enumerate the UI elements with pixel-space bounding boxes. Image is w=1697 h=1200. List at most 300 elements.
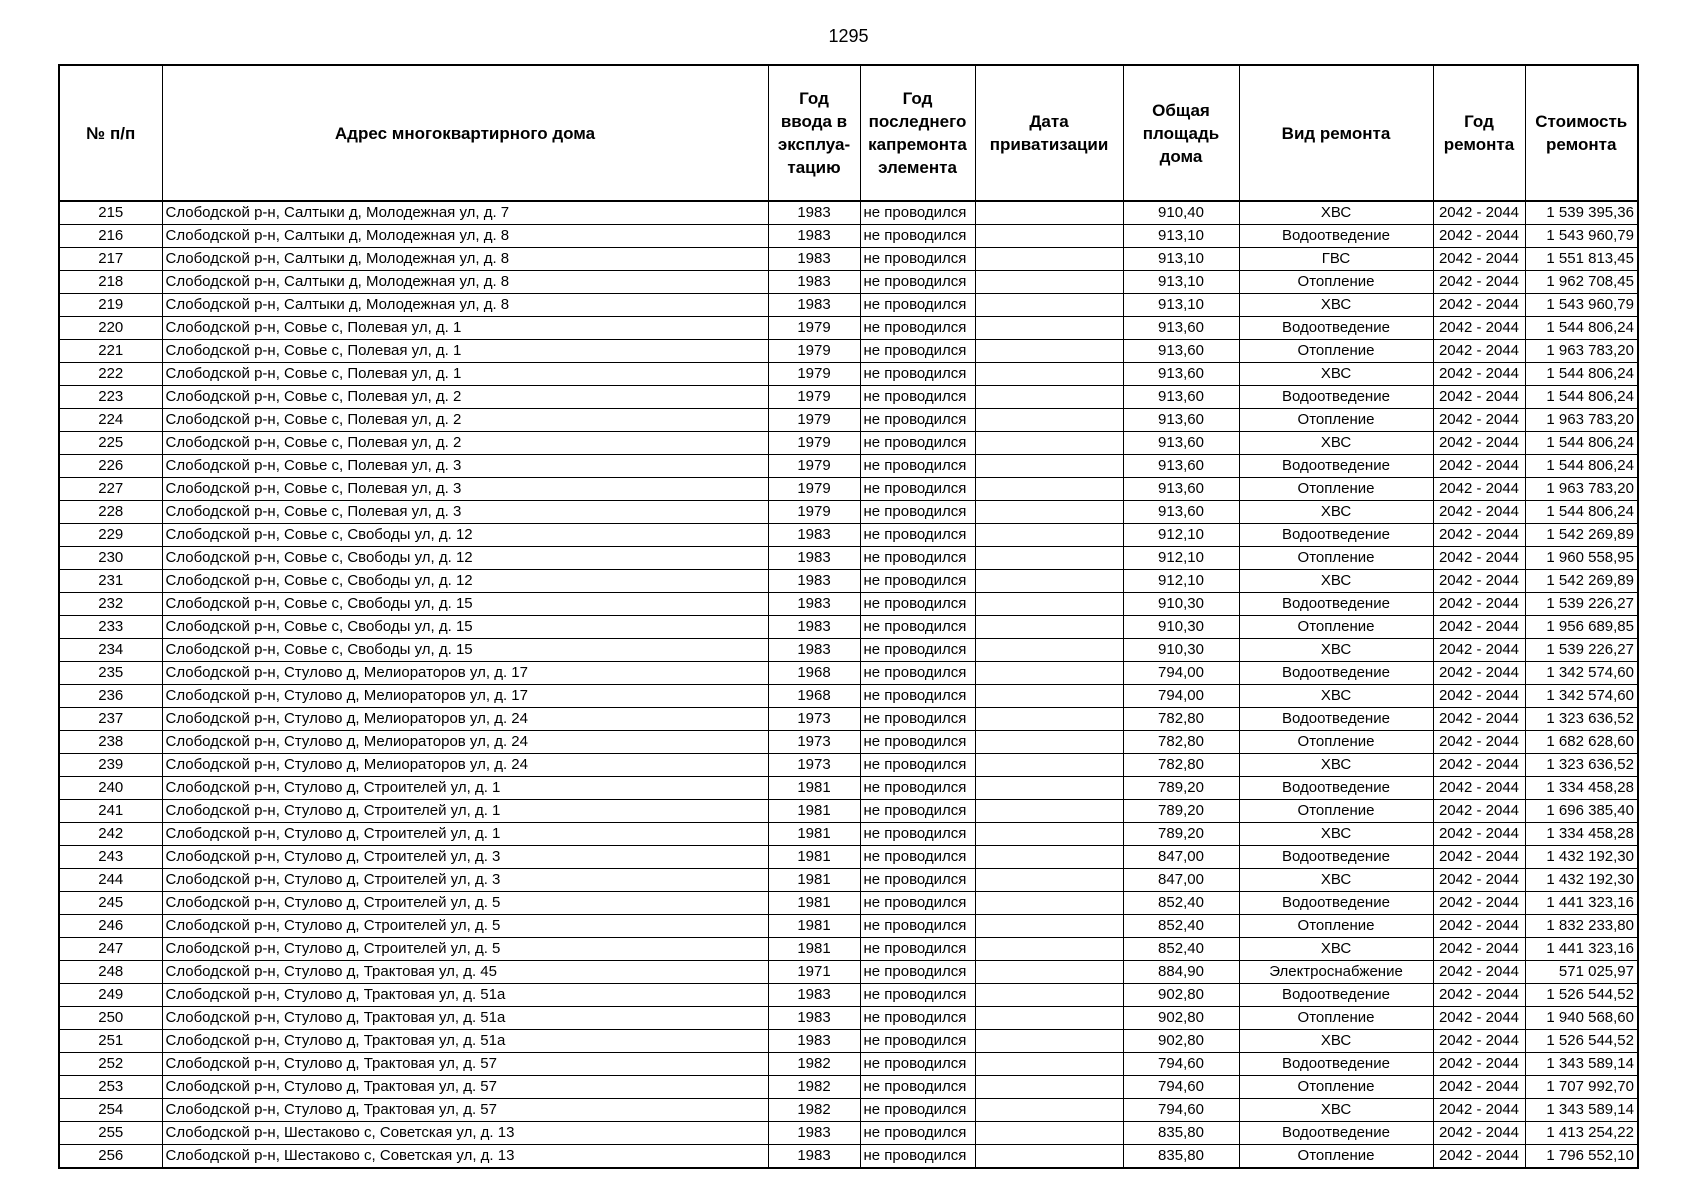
cell-last-repair: не проводился (860, 225, 975, 248)
cell-area: 794,60 (1123, 1053, 1239, 1076)
cell-address: Слободской р-н, Стулово д, Трактовая ул, д. 45 (162, 961, 768, 984)
cell-year-built: 1981 (768, 938, 860, 961)
cell-privatization (975, 938, 1123, 961)
cell-cost: 1 551 813,45 (1525, 248, 1638, 271)
cell-privatization (975, 616, 1123, 639)
table-row (59, 1122, 1638, 1145)
cell-area: 884,90 (1123, 961, 1239, 984)
cell-year-built: 1983 (768, 1030, 860, 1053)
cell-repair-year: 2042 - 2044 (1433, 225, 1525, 248)
cell-privatization (975, 593, 1123, 616)
cell-privatization (975, 294, 1123, 317)
cell-address: Слободской р-н, Стулово д, Трактовая ул, д. 51а (162, 984, 768, 1007)
cell-last-repair: не проводился (860, 823, 975, 846)
cell-privatization (975, 547, 1123, 570)
cell-cost: 1 334 458,28 (1525, 823, 1638, 846)
cell-num: 244 (59, 869, 162, 892)
table-row (59, 570, 1638, 593)
cell-repair-type: ГВС (1239, 248, 1433, 271)
header-num: № п/п (59, 65, 162, 201)
cell-privatization (975, 340, 1123, 363)
table-row (59, 340, 1638, 363)
cell-repair-type: Отопление (1239, 1007, 1433, 1030)
cell-area: 852,40 (1123, 915, 1239, 938)
cell-area: 912,10 (1123, 547, 1239, 570)
cell-num: 219 (59, 294, 162, 317)
cell-privatization (975, 225, 1123, 248)
cell-privatization (975, 639, 1123, 662)
cell-year-built: 1983 (768, 616, 860, 639)
cell-num: 230 (59, 547, 162, 570)
cell-repair-year: 2042 - 2044 (1433, 340, 1525, 363)
cell-num: 235 (59, 662, 162, 685)
cell-cost: 1 956 689,85 (1525, 616, 1638, 639)
cell-address: Слободской р-н, Совье с, Полевая ул, д. 1 (162, 363, 768, 386)
table-row (59, 1007, 1638, 1030)
cell-year-built: 1981 (768, 800, 860, 823)
cell-num: 253 (59, 1076, 162, 1099)
cell-area: 835,80 (1123, 1122, 1239, 1145)
cell-last-repair: не проводился (860, 731, 975, 754)
cell-privatization (975, 317, 1123, 340)
cell-area: 913,60 (1123, 478, 1239, 501)
cell-area: 847,00 (1123, 846, 1239, 869)
cell-address: Слободской р-н, Стулово д, Строителей ул, д. 1 (162, 800, 768, 823)
cell-address: Слободской р-н, Совье с, Свободы ул, д. 12 (162, 547, 768, 570)
cell-privatization (975, 892, 1123, 915)
cell-privatization (975, 409, 1123, 432)
cell-area: 794,00 (1123, 662, 1239, 685)
cell-num: 216 (59, 225, 162, 248)
table-row (59, 685, 1638, 708)
cell-address: Слободской р-н, Стулово д, Строителей ул, д. 5 (162, 938, 768, 961)
cell-num: 251 (59, 1030, 162, 1053)
cell-repair-year: 2042 - 2044 (1433, 1007, 1525, 1030)
cell-cost: 571 025,97 (1525, 961, 1638, 984)
cell-num: 224 (59, 409, 162, 432)
header-repair-type: Вид ремонта (1239, 65, 1433, 201)
cell-privatization (975, 823, 1123, 846)
cell-privatization (975, 662, 1123, 685)
cell-last-repair: не проводился (860, 846, 975, 869)
table-row (59, 754, 1638, 777)
cell-area: 794,60 (1123, 1076, 1239, 1099)
cell-area: 794,60 (1123, 1099, 1239, 1122)
cell-repair-type: Отопление (1239, 340, 1433, 363)
cell-last-repair: не проводился (860, 363, 975, 386)
cell-cost: 1 432 192,30 (1525, 869, 1638, 892)
cell-cost: 1 441 323,16 (1525, 892, 1638, 915)
cell-num: 225 (59, 432, 162, 455)
cell-repair-year: 2042 - 2044 (1433, 915, 1525, 938)
table-row (59, 1030, 1638, 1053)
cell-repair-year: 2042 - 2044 (1433, 501, 1525, 524)
cell-repair-year: 2042 - 2044 (1433, 1099, 1525, 1122)
cell-address: Слободской р-н, Совье с, Полевая ул, д. 2 (162, 386, 768, 409)
header-area: Общая площадь дома (1123, 65, 1239, 201)
cell-repair-type: ХВС (1239, 685, 1433, 708)
cell-address: Слободской р-н, Совье с, Полевая ул, д. 1 (162, 340, 768, 363)
cell-privatization (975, 800, 1123, 823)
cell-year-built: 1983 (768, 271, 860, 294)
cell-privatization (975, 1099, 1123, 1122)
cell-num: 254 (59, 1099, 162, 1122)
table-row (59, 639, 1638, 662)
cell-last-repair: не проводился (860, 639, 975, 662)
cell-last-repair: не проводился (860, 201, 975, 225)
cell-repair-year: 2042 - 2044 (1433, 386, 1525, 409)
cell-repair-year: 2042 - 2044 (1433, 1145, 1525, 1169)
cell-area: 910,30 (1123, 593, 1239, 616)
cell-cost: 1 544 806,24 (1525, 317, 1638, 340)
cell-last-repair: не проводился (860, 1145, 975, 1169)
cell-repair-year: 2042 - 2044 (1433, 662, 1525, 685)
cell-privatization (975, 1076, 1123, 1099)
cell-area: 789,20 (1123, 777, 1239, 800)
cell-num: 234 (59, 639, 162, 662)
cell-cost: 1 963 783,20 (1525, 340, 1638, 363)
cell-repair-type: Отопление (1239, 271, 1433, 294)
cell-last-repair: не проводился (860, 800, 975, 823)
cell-last-repair: не проводился (860, 340, 975, 363)
cell-year-built: 1983 (768, 570, 860, 593)
cell-cost: 1 343 589,14 (1525, 1053, 1638, 1076)
cell-area: 913,10 (1123, 294, 1239, 317)
cell-repair-year: 2042 - 2044 (1433, 777, 1525, 800)
cell-cost: 1 832 233,80 (1525, 915, 1638, 938)
cell-address: Слободской р-н, Стулово д, Трактовая ул, д. 51а (162, 1030, 768, 1053)
cell-num: 241 (59, 800, 162, 823)
cell-last-repair: не проводился (860, 616, 975, 639)
cell-area: 913,60 (1123, 317, 1239, 340)
cell-cost: 1 544 806,24 (1525, 363, 1638, 386)
cell-repair-year: 2042 - 2044 (1433, 685, 1525, 708)
cell-area: 910,30 (1123, 639, 1239, 662)
cell-repair-type: Отопление (1239, 1145, 1433, 1169)
cell-cost: 1 441 323,16 (1525, 938, 1638, 961)
cell-cost: 1 544 806,24 (1525, 501, 1638, 524)
cell-privatization (975, 248, 1123, 271)
cell-area: 835,80 (1123, 1145, 1239, 1169)
cell-address: Слободской р-н, Совье с, Свободы ул, д. 12 (162, 524, 768, 547)
cell-area: 913,10 (1123, 225, 1239, 248)
table-row (59, 409, 1638, 432)
cell-num: 238 (59, 731, 162, 754)
cell-area: 847,00 (1123, 869, 1239, 892)
cell-last-repair: не проводился (860, 593, 975, 616)
header-privatization: Дата приватизации (975, 65, 1123, 201)
cell-num: 240 (59, 777, 162, 800)
cell-privatization (975, 455, 1123, 478)
cell-privatization (975, 685, 1123, 708)
cell-area: 912,10 (1123, 524, 1239, 547)
cell-area: 913,60 (1123, 409, 1239, 432)
cell-privatization (975, 386, 1123, 409)
cell-repair-type: ХВС (1239, 938, 1433, 961)
cell-cost: 1 544 806,24 (1525, 455, 1638, 478)
cell-num: 228 (59, 501, 162, 524)
cell-last-repair: не проводился (860, 1099, 975, 1122)
cell-area: 902,80 (1123, 984, 1239, 1007)
cell-repair-type: Водоотведение (1239, 225, 1433, 248)
cell-address: Слободской р-н, Совье с, Полевая ул, д. 2 (162, 432, 768, 455)
cell-area: 902,80 (1123, 1007, 1239, 1030)
cell-year-built: 1968 (768, 662, 860, 685)
cell-address: Слободской р-н, Стулово д, Трактовая ул, д. 51а (162, 1007, 768, 1030)
cell-repair-type: ХВС (1239, 501, 1433, 524)
table-row (59, 1145, 1638, 1169)
cell-year-built: 1979 (768, 340, 860, 363)
cell-address: Слободской р-н, Стулово д, Мелиораторов ул, д. 24 (162, 731, 768, 754)
cell-repair-type: Водоотведение (1239, 777, 1433, 800)
table-row (59, 616, 1638, 639)
cell-privatization (975, 777, 1123, 800)
cell-repair-year: 2042 - 2044 (1433, 616, 1525, 639)
cell-repair-year: 2042 - 2044 (1433, 317, 1525, 340)
cell-repair-year: 2042 - 2044 (1433, 201, 1525, 225)
cell-address: Слободской р-н, Стулово д, Строителей ул, д. 5 (162, 892, 768, 915)
cell-repair-year: 2042 - 2044 (1433, 524, 1525, 547)
table-row (59, 938, 1638, 961)
header-year-built: Год ввода в эксплуа-тацию (768, 65, 860, 201)
cell-year-built: 1979 (768, 409, 860, 432)
cell-cost: 1 962 708,45 (1525, 271, 1638, 294)
header-last-repair: Год последнего капремонта элемента (860, 65, 975, 201)
cell-privatization (975, 984, 1123, 1007)
cell-repair-type: Водоотведение (1239, 593, 1433, 616)
cell-area: 913,10 (1123, 271, 1239, 294)
cell-repair-type: ХВС (1239, 1030, 1433, 1053)
cell-repair-year: 2042 - 2044 (1433, 547, 1525, 570)
cell-cost: 1 526 544,52 (1525, 984, 1638, 1007)
cell-year-built: 1981 (768, 915, 860, 938)
cell-address: Слободской р-н, Салтыки д, Молодежная ул, д. 8 (162, 271, 768, 294)
cell-year-built: 1979 (768, 478, 860, 501)
cell-cost: 1 539 226,27 (1525, 639, 1638, 662)
cell-year-built: 1979 (768, 363, 860, 386)
cell-repair-year: 2042 - 2044 (1433, 938, 1525, 961)
table-header-row (59, 65, 1638, 201)
cell-year-built: 1983 (768, 1145, 860, 1169)
table-row (59, 294, 1638, 317)
cell-address: Слободской р-н, Совье с, Полевая ул, д. 1 (162, 317, 768, 340)
cell-year-built: 1979 (768, 386, 860, 409)
cell-last-repair: не проводился (860, 984, 975, 1007)
cell-last-repair: не проводился (860, 317, 975, 340)
cell-last-repair: не проводился (860, 547, 975, 570)
cell-repair-year: 2042 - 2044 (1433, 1053, 1525, 1076)
table-body (59, 201, 1638, 1168)
cell-repair-type: Отопление (1239, 547, 1433, 570)
cell-privatization (975, 869, 1123, 892)
table-row (59, 478, 1638, 501)
cell-repair-year: 2042 - 2044 (1433, 593, 1525, 616)
cell-num: 236 (59, 685, 162, 708)
cell-year-built: 1983 (768, 639, 860, 662)
cell-year-built: 1983 (768, 225, 860, 248)
cell-repair-type: ХВС (1239, 570, 1433, 593)
table-row (59, 800, 1638, 823)
cell-address: Слободской р-н, Стулово д, Строителей ул, д. 3 (162, 846, 768, 869)
cell-repair-type: ХВС (1239, 363, 1433, 386)
table-row (59, 547, 1638, 570)
cell-repair-type: Водоотведение (1239, 1122, 1433, 1145)
cell-last-repair: не проводился (860, 685, 975, 708)
table-row (59, 823, 1638, 846)
cell-year-built: 1973 (768, 731, 860, 754)
table-row (59, 777, 1638, 800)
cell-last-repair: не проводился (860, 524, 975, 547)
cell-address: Слободской р-н, Стулово д, Мелиораторов ул, д. 24 (162, 708, 768, 731)
cell-repair-year: 2042 - 2044 (1433, 248, 1525, 271)
cell-last-repair: не проводился (860, 501, 975, 524)
cell-privatization (975, 846, 1123, 869)
cell-privatization (975, 524, 1123, 547)
cell-repair-year: 2042 - 2044 (1433, 892, 1525, 915)
cell-year-built: 1981 (768, 777, 860, 800)
cell-repair-type: Водоотведение (1239, 317, 1433, 340)
cell-year-built: 1982 (768, 1053, 860, 1076)
cell-last-repair: не проводился (860, 1122, 975, 1145)
cell-repair-type: Отопление (1239, 915, 1433, 938)
cell-address: Слободской р-н, Стулово д, Мелиораторов ул, д. 17 (162, 662, 768, 685)
cell-last-repair: не проводился (860, 938, 975, 961)
cell-last-repair: не проводился (860, 271, 975, 294)
cell-year-built: 1983 (768, 593, 860, 616)
cell-area: 789,20 (1123, 800, 1239, 823)
cell-address: Слободской р-н, Стулово д, Трактовая ул, д. 57 (162, 1053, 768, 1076)
cell-repair-type: ХВС (1239, 754, 1433, 777)
cell-cost: 1 413 254,22 (1525, 1122, 1638, 1145)
cell-last-repair: не проводился (860, 708, 975, 731)
cell-repair-type: ХВС (1239, 639, 1433, 662)
table-row (59, 1053, 1638, 1076)
cell-privatization (975, 271, 1123, 294)
cell-repair-type: Водоотведение (1239, 455, 1433, 478)
cell-repair-year: 2042 - 2044 (1433, 639, 1525, 662)
cell-num: 256 (59, 1145, 162, 1169)
cell-last-repair: не проводился (860, 432, 975, 455)
cell-privatization (975, 1007, 1123, 1030)
cell-year-built: 1971 (768, 961, 860, 984)
cell-privatization (975, 1145, 1123, 1169)
cell-cost: 1 526 544,52 (1525, 1030, 1638, 1053)
cell-area: 852,40 (1123, 892, 1239, 915)
cell-repair-type: ХВС (1239, 1099, 1433, 1122)
cell-repair-year: 2042 - 2044 (1433, 961, 1525, 984)
cell-area: 913,60 (1123, 432, 1239, 455)
cell-cost: 1 543 960,79 (1525, 225, 1638, 248)
cell-repair-type: Отопление (1239, 616, 1433, 639)
cell-area: 912,10 (1123, 570, 1239, 593)
cell-privatization (975, 363, 1123, 386)
cell-address: Слободской р-н, Совье с, Свободы ул, д. 15 (162, 616, 768, 639)
cell-num: 215 (59, 201, 162, 225)
cell-privatization (975, 1053, 1123, 1076)
cell-num: 255 (59, 1122, 162, 1145)
cell-cost: 1 543 960,79 (1525, 294, 1638, 317)
cell-last-repair: не проводился (860, 1053, 975, 1076)
cell-num: 232 (59, 593, 162, 616)
cell-repair-type: Отопление (1239, 478, 1433, 501)
cell-num: 233 (59, 616, 162, 639)
table-row (59, 915, 1638, 938)
cell-last-repair: не проводился (860, 294, 975, 317)
cell-repair-year: 2042 - 2044 (1433, 455, 1525, 478)
cell-repair-year: 2042 - 2044 (1433, 800, 1525, 823)
cell-repair-year: 2042 - 2044 (1433, 271, 1525, 294)
cell-repair-year: 2042 - 2044 (1433, 823, 1525, 846)
cell-year-built: 1983 (768, 984, 860, 1007)
cell-year-built: 1983 (768, 294, 860, 317)
cell-num: 221 (59, 340, 162, 363)
cell-cost: 1 707 992,70 (1525, 1076, 1638, 1099)
cell-repair-year: 2042 - 2044 (1433, 754, 1525, 777)
cell-cost: 1 682 628,60 (1525, 731, 1638, 754)
cell-cost: 1 539 226,27 (1525, 593, 1638, 616)
cell-address: Слободской р-н, Стулово д, Строителей ул, д. 1 (162, 823, 768, 846)
cell-last-repair: не проводился (860, 478, 975, 501)
cell-privatization (975, 501, 1123, 524)
cell-num: 247 (59, 938, 162, 961)
cell-address: Слободской р-н, Стулово д, Трактовая ул, д. 57 (162, 1076, 768, 1099)
cell-repair-year: 2042 - 2044 (1433, 846, 1525, 869)
table-row (59, 1099, 1638, 1122)
cell-last-repair: не проводился (860, 1076, 975, 1099)
cell-repair-type: Водоотведение (1239, 708, 1433, 731)
cell-repair-type: Отопление (1239, 800, 1433, 823)
cell-repair-year: 2042 - 2044 (1433, 869, 1525, 892)
cell-year-built: 1979 (768, 455, 860, 478)
cell-last-repair: не проводился (860, 248, 975, 271)
cell-address: Слободской р-н, Стулово д, Строителей ул, д. 1 (162, 777, 768, 800)
cell-cost: 1 542 269,89 (1525, 570, 1638, 593)
cell-num: 252 (59, 1053, 162, 1076)
cell-year-built: 1973 (768, 754, 860, 777)
cell-year-built: 1979 (768, 432, 860, 455)
table-row (59, 317, 1638, 340)
header-repair-year: Год ремонта (1433, 65, 1525, 201)
cell-last-repair: не проводился (860, 915, 975, 938)
cell-year-built: 1983 (768, 1122, 860, 1145)
cell-last-repair: не проводился (860, 662, 975, 685)
cell-num: 245 (59, 892, 162, 915)
cell-address: Слободской р-н, Совье с, Полевая ул, д. 3 (162, 455, 768, 478)
cell-year-built: 1982 (768, 1099, 860, 1122)
cell-year-built: 1973 (768, 708, 860, 731)
cell-privatization (975, 708, 1123, 731)
cell-address: Слободской р-н, Салтыки д, Молодежная ул, д. 7 (162, 201, 768, 225)
table-row (59, 225, 1638, 248)
cell-privatization (975, 201, 1123, 225)
cell-repair-year: 2042 - 2044 (1433, 1030, 1525, 1053)
cell-year-built: 1983 (768, 1007, 860, 1030)
cell-address: Слободской р-н, Шестаково с, Советская ул, д. 13 (162, 1145, 768, 1169)
cell-num: 231 (59, 570, 162, 593)
cell-address: Слободской р-н, Салтыки д, Молодежная ул, д. 8 (162, 294, 768, 317)
table-row (59, 1076, 1638, 1099)
table-row (59, 593, 1638, 616)
cell-cost: 1 544 806,24 (1525, 386, 1638, 409)
table-row (59, 984, 1638, 1007)
cell-year-built: 1983 (768, 248, 860, 271)
cell-privatization (975, 915, 1123, 938)
cell-repair-year: 2042 - 2044 (1433, 708, 1525, 731)
cell-area: 794,00 (1123, 685, 1239, 708)
cell-num: 246 (59, 915, 162, 938)
cell-cost: 1 342 574,60 (1525, 662, 1638, 685)
table-row (59, 501, 1638, 524)
